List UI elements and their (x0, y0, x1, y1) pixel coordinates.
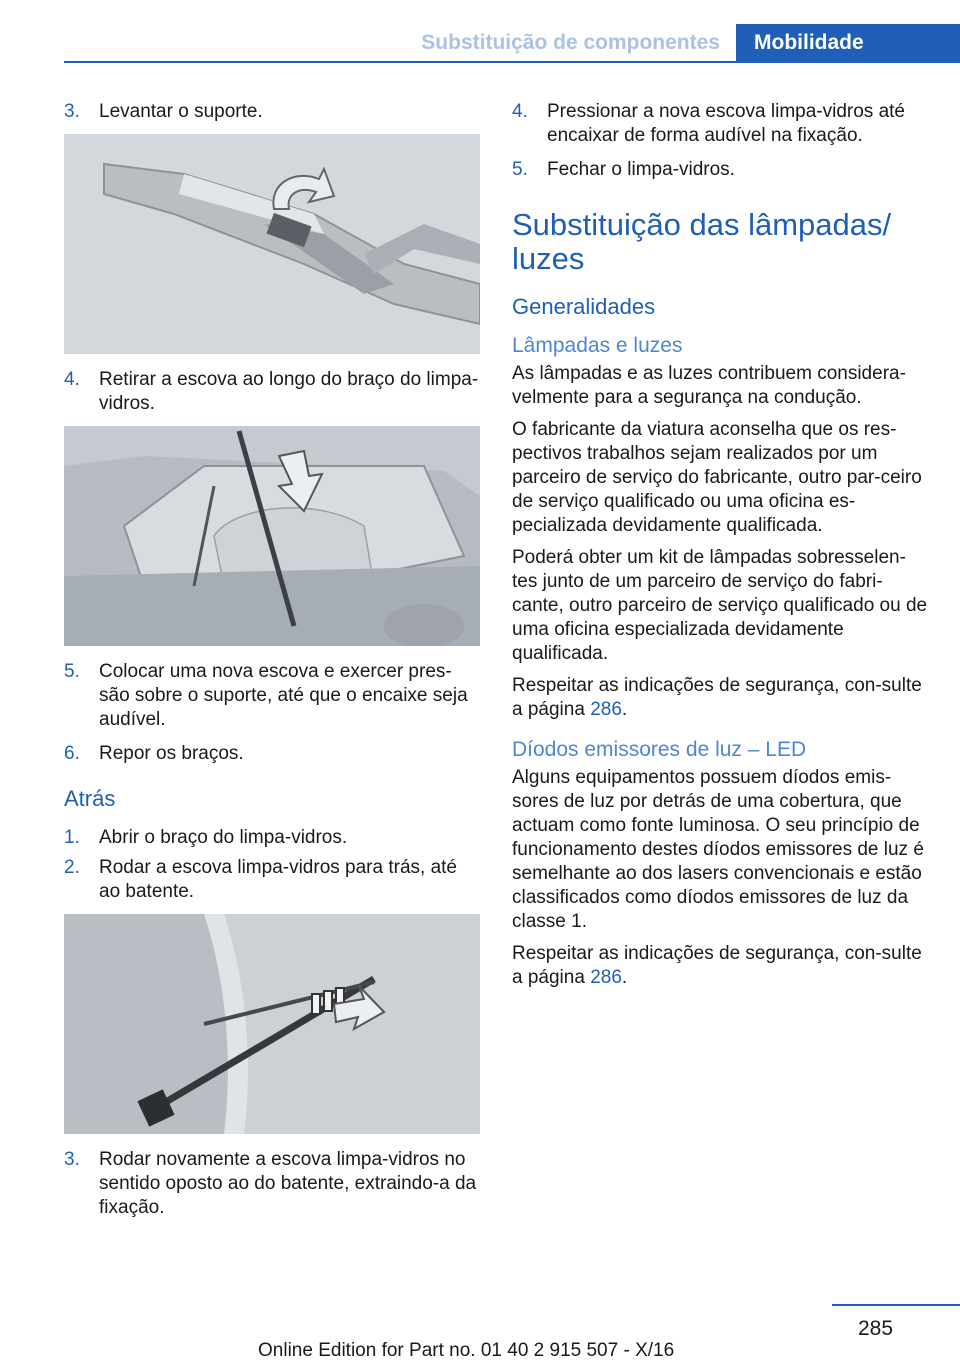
running-header-section: Substituição de componentes (421, 31, 720, 54)
edition-note: Online Edition for Part no. 01 40 2 915 507 - X/16 (258, 1340, 675, 1361)
wiper-holder-illustration (64, 134, 480, 354)
paragraph-end: . (621, 967, 628, 988)
step-number: 3. (64, 1149, 80, 1170)
step-rotate-rear-blade (64, 856, 480, 904)
right-column (512, 100, 928, 998)
step-number: 4. (512, 101, 528, 122)
paragraph-text: Respeitar as indicações de segurança, con‐sulte a página (512, 943, 922, 988)
step-number: 4. (64, 369, 80, 390)
step-press-new-blade (512, 100, 928, 148)
running-header-chapter: Mobilidade (736, 24, 960, 62)
step-text: Fechar o limpa-vidros. (547, 159, 735, 180)
step-lift-holder (64, 100, 480, 124)
step-close-wiper (512, 158, 928, 182)
header-rule (64, 61, 960, 63)
paragraph: Poderá obter um kit de lâmpadas sobresselen‐tes junto de um parceiro de serviço do fabri‐cante, outro parceiro de serviço qualificado ou de uma oficina especializada devidamente qualificada. (512, 547, 928, 664)
page-reference-link[interactable]: 286 (590, 699, 622, 720)
step-number: 2. (64, 857, 80, 878)
paragraph-safety-ref (512, 942, 928, 990)
step-number: 1. (64, 827, 80, 848)
paragraph: O fabricante da viatura aconselha que os res‐pectivos trabalhos sejam realizados por um parceiro de serviço do fabricante, outro par‐ceiro de serviço qualificado ou uma oficina es‐pecializada devidamente qualificada. (512, 419, 922, 536)
step-number: 3. (64, 101, 80, 122)
page-number: 285 (858, 1317, 894, 1340)
step-text: Pressionar a nova escova limpa-vidros até encaixar de forma audível na fixação. (547, 101, 906, 146)
paragraph-text: Respeitar as indicações de segurança, con‐sulte a página (512, 675, 922, 720)
paragraph: Alguns equipamentos possuem díodos emis‐sores de luz por detrás de uma cobertura, que actuam como fonte luminosa. O seu princípio de funcionamento destes díodos emissores de luz é semelhante ao dos lasers convencionais e estão classificados como díodos emissores de luz da classe 1. (512, 767, 924, 932)
step-number: 6. (64, 743, 80, 764)
page-reference-link[interactable]: 286 (590, 967, 622, 988)
paragraph: As lâmpadas e as luzes contribuem considera‐velmente para a segurança na condução. (512, 363, 906, 408)
step-text: Colocar uma nova escova e exercer pres‐são sobre o suporte, até que o encaixe seja audível. (99, 661, 468, 730)
subsection-heading: Generalidades (512, 294, 656, 319)
paragraph-end: . (621, 699, 628, 720)
rear-wiper-illustration (64, 914, 480, 1134)
lamps-heading: Lâmpadas e luzes (512, 334, 683, 357)
step-text: Repor os braços. (99, 743, 244, 764)
rear-heading: Atrás (64, 786, 116, 811)
step-text: Rodar novamente a escova limpa-vidros no sentido oposto ao do batente, extraindo-a da fixação. (99, 1149, 477, 1218)
step-open-rear-arm (64, 826, 480, 850)
step-text: Levantar o suporte. (99, 101, 263, 122)
led-heading: Díodos emissores de luz – LED (512, 738, 807, 761)
section-heading: Substituição das lâmpadas/ luzes (512, 207, 892, 276)
left-column (64, 100, 480, 1230)
step-number: 5. (512, 159, 528, 180)
step-extract-rear-blade (64, 1148, 480, 1220)
step-fit-new-blade (64, 660, 480, 732)
step-text: Retirar a escova ao longo do braço do limpa-vidros. (99, 369, 479, 414)
windshield-wiper-illustration (64, 426, 480, 646)
paragraph-safety-ref (512, 674, 928, 722)
step-text: Rodar a escova limpa-vidros para trás, até ao batente. (99, 857, 457, 902)
step-number: 5. (64, 661, 80, 682)
footer-rule (832, 1304, 960, 1306)
step-text: Abrir o braço do limpa-vidros. (99, 827, 348, 848)
step-replace-arms (64, 742, 480, 766)
step-remove-blade (64, 368, 480, 416)
